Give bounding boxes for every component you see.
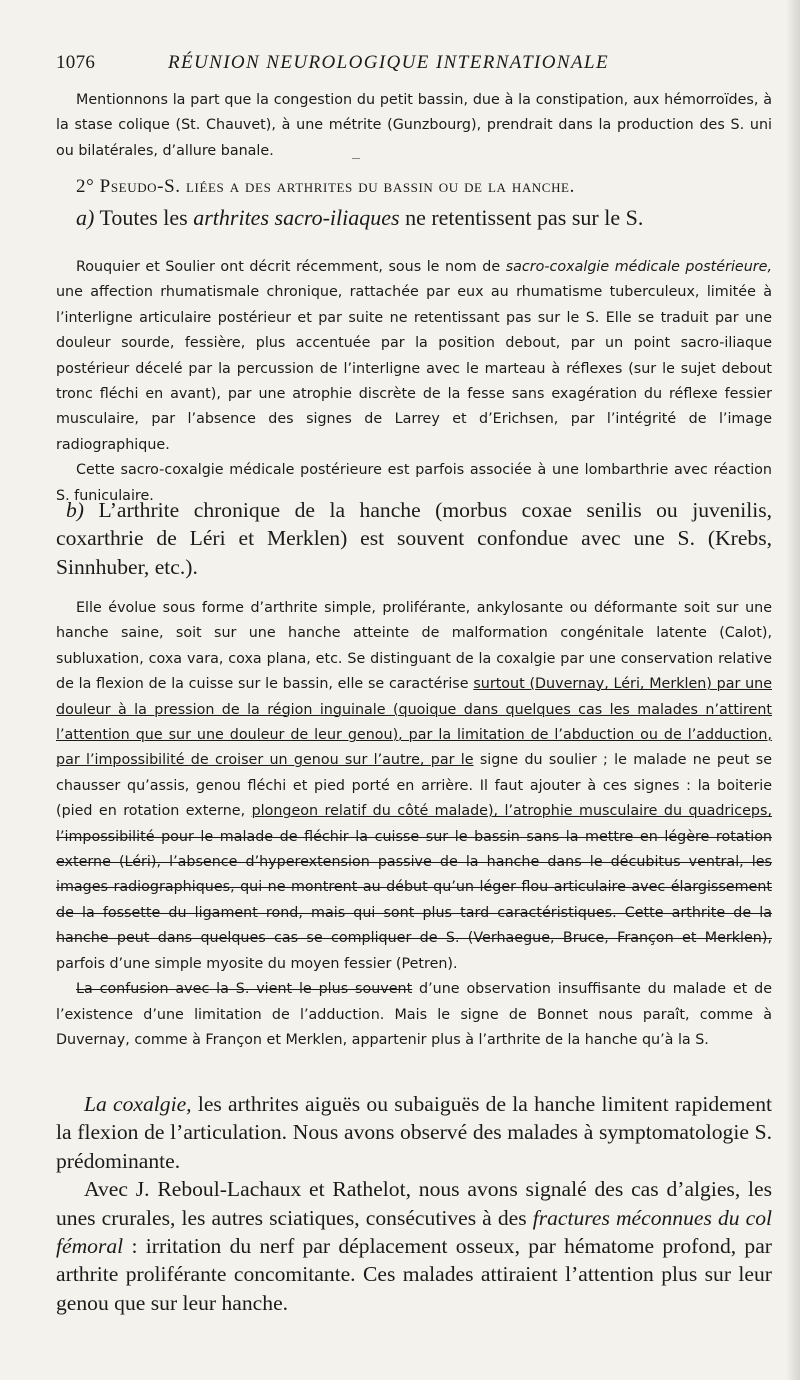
subsection-a-label: a) — [76, 205, 95, 230]
rouquier-before: Rouquier et Soulier ont décrit récemment, sous le nom de — [76, 259, 501, 275]
confusion-struck: La confusion avec la S. vient le plus souvent — [76, 981, 413, 998]
rouquier-paragraph — [56, 255, 772, 458]
evolue-paragraph — [56, 596, 772, 977]
subsection-b-text — [56, 496, 772, 581]
reboul-italic: fractures méconnues du col fémoral — [56, 1205, 773, 1259]
confusion-rest: d’une observation insuffisante du malade et de l’existence d’une limitation de l’adduction. Mais le signe de Bonnet nous paraît, comme à Duvernay, comme à Françon et Merklen, appartenir plus à l’arthrite de la hanche qu’à la S. — [56, 981, 772, 1048]
coxalgie-paragraph — [56, 1090, 772, 1175]
page-number: 1076 — [56, 52, 96, 73]
coxalgie-italic: La coxalgie, — [84, 1092, 192, 1116]
subsection-b-label: b) — [66, 498, 84, 522]
intro-text: Mentionnons la part que la congestion du petit bassin, due à la constipation, aux hémorroïdes, à la stase colique (St. Chauvet), à une métrite (Gunzbourg), prendrait dans la production des S. uni ou bilatérales, d’allure banale. — [56, 92, 772, 159]
evolue-paragraphs — [56, 596, 772, 1053]
section-divider-mark — [352, 158, 360, 159]
coxalgie-text: les arthrites aiguës ou subaiguës de la hanche limitent rapidement la flexion de l’articulation. Nous avons observé des malades à symptomatologie S. prédominante. — [56, 1092, 772, 1173]
section-2-title-rest: liées a des arthrites du bassin ou de la hanche. — [185, 176, 575, 197]
running-title: RÉUNION NEUROLOGIQUE INTERNATIONALE — [168, 52, 609, 73]
evolue-part2: signe du soulier ; le malade ne peut se chausser qu’assis, genou fléchi et pied porté en arrière. Il faut ajouter à ces signes : la boiterie (pied en rotation externe, — [56, 752, 772, 820]
coxalgie-paragraphs — [56, 1090, 772, 1317]
subsection-a-italic: arthrites sacro-iliaques — [193, 205, 400, 230]
subsection-a-before: Toutes les — [99, 205, 188, 230]
confusion-paragraph — [56, 977, 772, 1053]
rouquier-after: une affection rhumatismale chronique, rattachée par eux au rhumatisme tuberculeux, limitée à l’interligne articulaire postérieur et par suite ne retentissant pas sur le S. Elle se traduit par une douleur sourde, fessière, plus accentuée par la position debout, par un point sacro-iliaque postérieur décelé par la percussion de l’interligne avec le marteau à réflexes (sur le sujet debout tronc fléchi en avant), par une atrophie discrète de la fesse sans exagération du réflexe fessier musculaire, par l’absence des signes de Larrey et d’Erichsen, par l’intégrité de l’image radiographique. — [56, 284, 772, 453]
section-2-title-lead: Pseudo-S. — [99, 176, 181, 197]
reboul-after: : irritation du nerf par déplacement osseux, par hématome profond, par arthrite proliférante concomitante. Ces malades attiraient l’attention plus sur leur genou que sur leur hanche. — [56, 1234, 772, 1315]
lombarthrie-paragraph: Cette sacro-coxalgie médicale postérieure est parfois associée à une lombarthrie avec réaction S. funiculaire. — [56, 462, 772, 504]
rouquier-paragraphs — [56, 255, 772, 509]
section-2-heading — [76, 176, 776, 198]
reboul-paragraph — [56, 1175, 772, 1317]
subsection-b-body: L’arthrite chronique de la hanche (morbus coxae senilis ou juvenilis, coxarthrie de Léri et Merklen) est souvent confondue avec une S. (Krebs, Sinnhuber, etc.). — [56, 498, 772, 579]
subsection-b-heading — [56, 496, 772, 581]
evolue-underlined-1: surtout (Duvernay, Léri, Merklen) par une douleur à la pression de la région inguinale (quoique dans quelques cas les malades n’attirent l’attention que sur une douleur de leur genou), par la limitation de l’abduction ou de l’adduction, par l’impossibilité de croiser un genou sur l’autre, par le — [56, 676, 772, 769]
evolue-struck: l’impossibilité pour le malade de fléchir la cuisse sur le bassin sans la mettre en légère rotation externe (Léri), l’absence d’hyperextension passive de la hanche dans le décubitus ventral, les images radiographiques, qui ne montrent au début qu’un léger flou articulaire avec élargissement de la fossette du ligament rond, mais qui sont plus tard caractéristiques. Cette arthrite de la hanche peut dans quelques cas se compliquer de S. (Verhaegue, Bruce, Françon et Merklen), — [56, 828, 772, 947]
subsection-a-after: ne retentissent pas sur le S. — [405, 205, 644, 230]
rouquier-italic: sacro-coxalgie médicale postérieure, — [505, 259, 773, 275]
evolue-underlined-2: plongeon relatif du côté malade), l’atrophie musculaire du quadriceps, — [251, 803, 772, 820]
section-2-number: 2° — [76, 176, 95, 197]
evolue-part1: Elle évolue sous forme d’arthrite simple, proliférante, ankylosante ou déformante soit sur une hanche saine, soit sur une hanche atteinte de malformation congénitale latente (Calot), subluxation, coxa vara, coxa plana, etc. Se distinguant de la coxalgie par une conservation relative de la flexion de la cuisse sur le bassin, elle se caractérise — [56, 600, 772, 693]
running-head — [56, 52, 756, 74]
page-edge-shadow — [786, 0, 800, 1380]
reboul-before: Avec J. Reboul-Lachaux et Rathelot, nous avons signalé des cas d’algies, les unes crurales, les autres sciatiques, consécutives à des — [56, 1177, 772, 1230]
subsection-a-heading — [76, 205, 776, 231]
intro-paragraph — [56, 88, 772, 164]
evolue-part3: parfois d’une simple myosite du moyen fessier (Petren). — [56, 955, 458, 972]
